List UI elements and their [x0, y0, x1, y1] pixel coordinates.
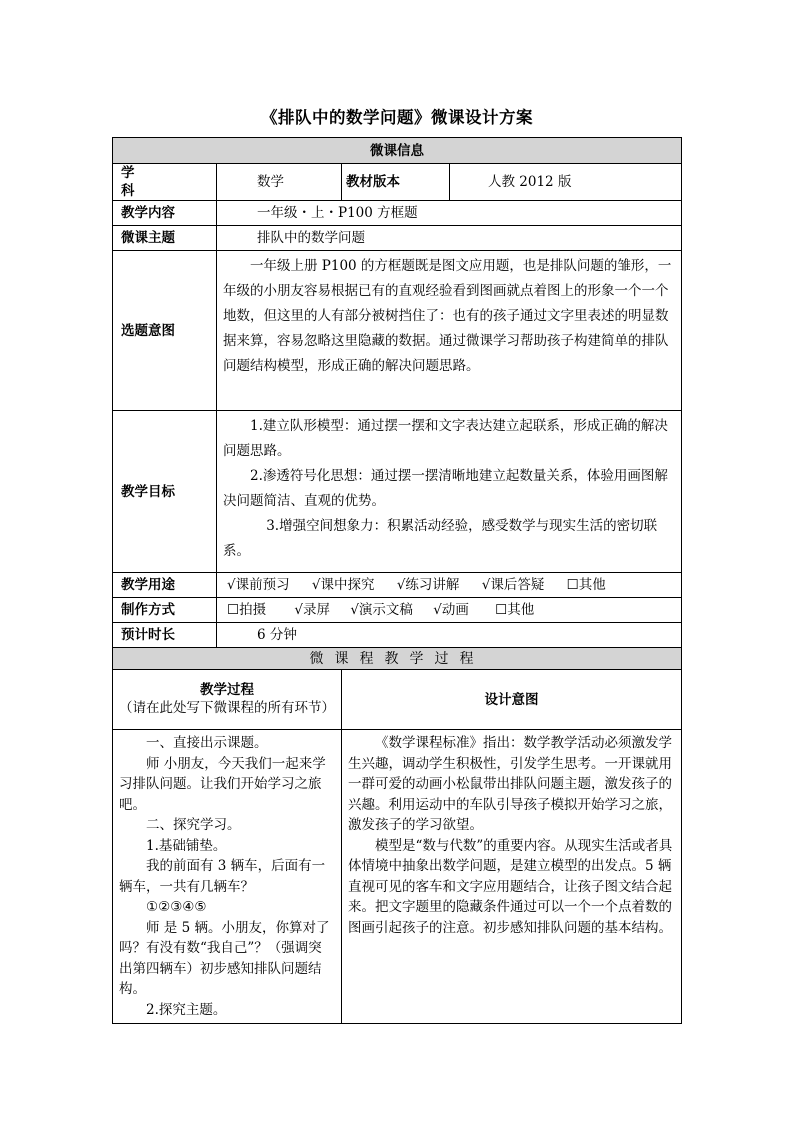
usage-label: 教学用途 — [113, 573, 217, 598]
usage-option[interactable]: √课前预习 — [227, 577, 290, 593]
process-line: ①②③④⑤ — [146, 899, 207, 915]
goals-cell — [217, 411, 682, 573]
design-intent-column — [342, 730, 682, 1024]
textbook-value: 人教 2012 版 — [450, 164, 682, 201]
topic-label: 微课主题 — [113, 226, 217, 251]
usage-option[interactable]: √练习讲解 — [396, 577, 460, 593]
process-column — [113, 730, 342, 1024]
col-process-title: 教学过程 — [200, 682, 254, 698]
col-process-header — [113, 670, 342, 730]
process-line: 1.基础铺垫。 — [146, 837, 227, 854]
usage-options — [217, 573, 682, 598]
design-table — [112, 137, 682, 1024]
usage-option[interactable]: √课中探究 — [311, 577, 375, 593]
method-option[interactable]: √录屏 — [294, 602, 331, 618]
intent-text: 一年级上册 P100 的方框题既是图文应用题，也是排队问题的雏形，一年级的小朋友容易根据已有的直观经验看到图画就点着图上的形象一个一个地数，但这里的人有部分被树挡住了：也有的孩子通过文字里表述的明显数据来算，容易忽略这里隐藏的数据。通过微课学习帮助孩子构建简单的排队问题结构模型，形成正确的解决问题思路。 — [223, 258, 672, 374]
col-intent-title: 设计意图 — [342, 670, 682, 730]
process-line: 师 小朋友，今天我们一起来学习排队问题。让我们开始学习之旅吧。 — [119, 755, 326, 813]
goal-item: 2.渗透符号化思想：通过摆一摆清晰地建立起数量关系，体验用画图解决问题简洁、直观的优势。 — [223, 468, 668, 509]
duration-label: 预计时长 — [113, 623, 217, 648]
content-value: 一年级・上・P100 方框题 — [217, 201, 682, 226]
intent-line: 《数学课程标准》指出：数学教学活动必须激发学生兴趣，调动学生积极性，引发学生思考。一开课就用一群可爱的动画小松鼠带出排队问题主题，激发孩子的兴趣。利用运动中的车队引导孩子模拟开始学习之旅，激发孩子的学习欲望。 — [348, 735, 672, 833]
subject-value: 数学 — [217, 164, 342, 201]
info-header: 微课信息 — [113, 138, 682, 164]
topic-value: 排队中的数学问题 — [217, 226, 682, 251]
method-option[interactable]: √动画 — [433, 602, 469, 618]
intent-label: 选题意图 — [113, 251, 217, 411]
goal-item: 3.增强空间想象力：积累活动经验，感受数学与现实生活的密切联系。 — [223, 518, 658, 559]
textbook-label: 教材版本 — [342, 164, 450, 201]
document-title: 《排队中的数学问题》微课设计方案 — [261, 108, 533, 127]
method-option[interactable]: ☐其他 — [495, 602, 535, 618]
intent-line: 模型是“数与代数”的重要内容。从现实生活或者具体情境中抽象出数学问题，是建立模型的出发点。5 辆直视可见的客车和文字应用题结合，让孩子图文结合起来。把文字题里的隐藏条件通过可以一个一个点着数的图画引起孩子的注意。初步感知排队问题的基本结构。 — [348, 837, 673, 936]
method-option[interactable]: √演示文稿 — [350, 602, 413, 618]
goal-item: 1.建立队形模型：通过摆一摆和文字表达建立起联系，形成正确的解决问题思路。 — [223, 418, 668, 459]
process-line: 一、直接出示课题。 — [146, 735, 268, 751]
usage-option[interactable]: √课后答疑 — [481, 577, 545, 593]
process-line: 我的前面有 3 辆车，后面有一辆车，一共有几辆车？ — [119, 858, 326, 895]
process-line: 2.探究主题。 — [146, 1001, 227, 1018]
subject-label: 学 科 — [113, 164, 217, 201]
process-line: 师 是 5 辆。小朋友，你算对了吗？有没有数“我自己”？（强调突出第四辆车）初步感知排队问题结构。 — [119, 919, 330, 997]
method-option[interactable]: ☐拍摄 — [227, 602, 267, 618]
content-label: 教学内容 — [113, 201, 217, 226]
col-process-note: （请在此处写下微课程的所有环节） — [119, 700, 335, 716]
method-label: 制作方式 — [113, 598, 217, 623]
usage-option[interactable]: ☐其他 — [566, 577, 606, 593]
intent-text-cell — [217, 251, 682, 411]
method-options — [217, 598, 682, 623]
goal-label: 教学目标 — [113, 411, 217, 573]
duration-value: 6 分钟 — [217, 623, 682, 648]
process-header: 微课程教学过程 — [113, 648, 682, 670]
process-line: 二、探究学习。 — [146, 817, 241, 833]
